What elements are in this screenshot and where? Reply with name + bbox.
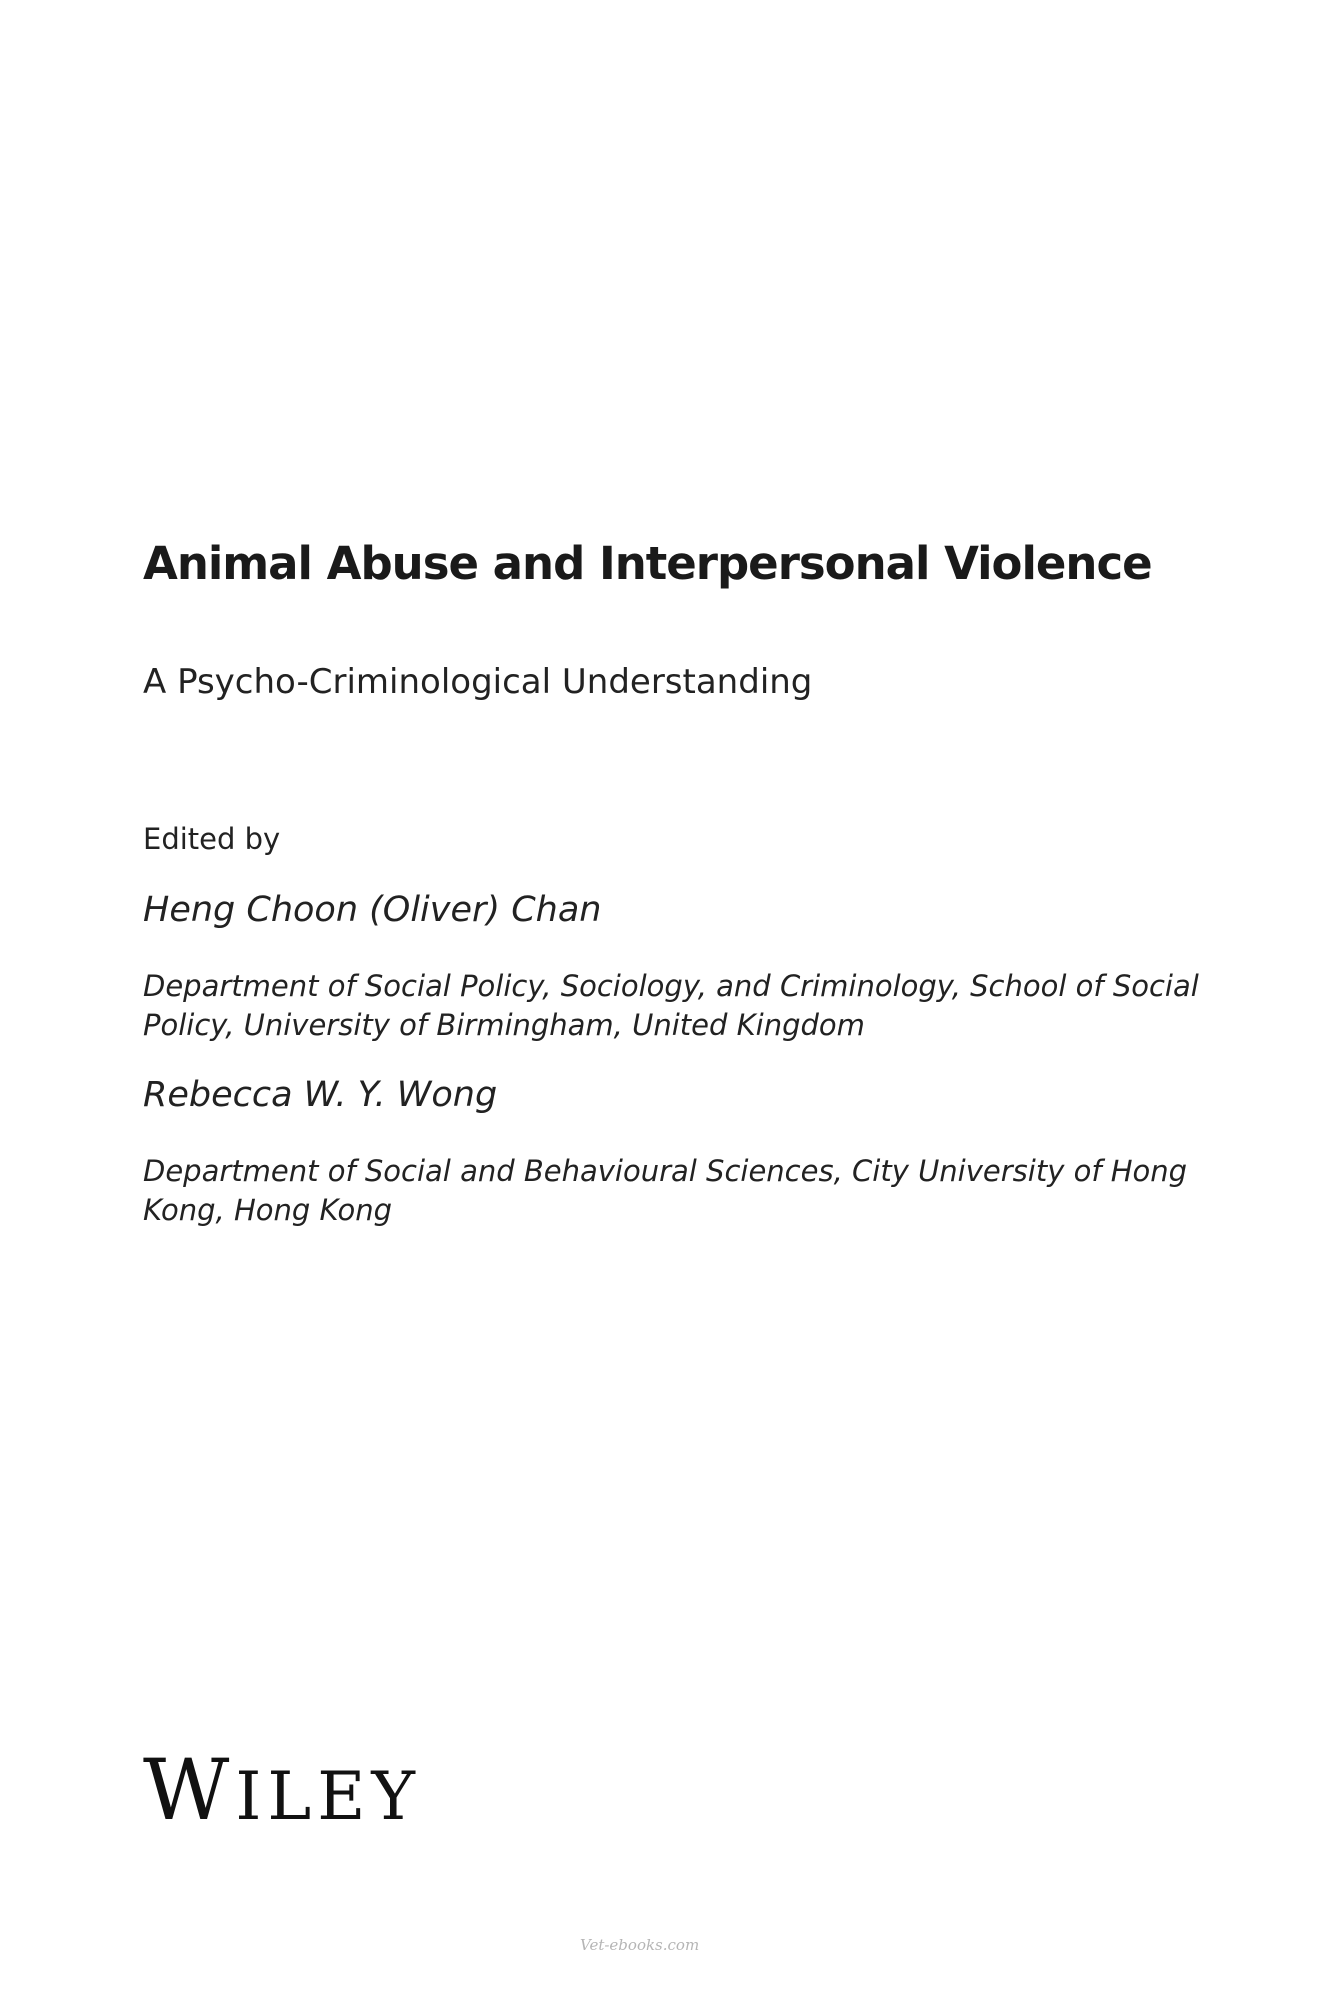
editor-affiliation-1 — [143, 967, 1199, 1045]
editor-name-2: Rebecca W. Y. Wong — [143, 1075, 498, 1115]
editor-name-1: Heng Choon (Oliver) Chan — [143, 890, 602, 930]
editor-affiliation-1-line-2: Policy, University of Birmingham, United Kingdom — [143, 1008, 865, 1042]
wiley-logo-rest: ILEY — [235, 1758, 421, 1835]
editor-affiliation-2-line-2: Kong, Hong Kong — [143, 1193, 393, 1227]
watermark-text: Vet-ebooks.com — [580, 1936, 700, 1954]
edited-by-label: Edited by — [143, 822, 281, 856]
wiley-logo — [143, 1741, 421, 1839]
book-title: Animal Abuse and Interpersonal Violence — [143, 537, 1152, 590]
wiley-logo-initial: W — [143, 1741, 236, 1839]
editor-affiliation-1-line-1: Department of Social Policy, Sociology, and Criminology, School of Social — [143, 969, 1199, 1003]
editor-affiliation-2 — [143, 1152, 1188, 1230]
editor-affiliation-2-line-1: Department of Social and Behavioural Sciences, City University of Hong — [143, 1154, 1188, 1188]
book-subtitle: A Psycho-Criminological Understanding — [143, 662, 813, 702]
